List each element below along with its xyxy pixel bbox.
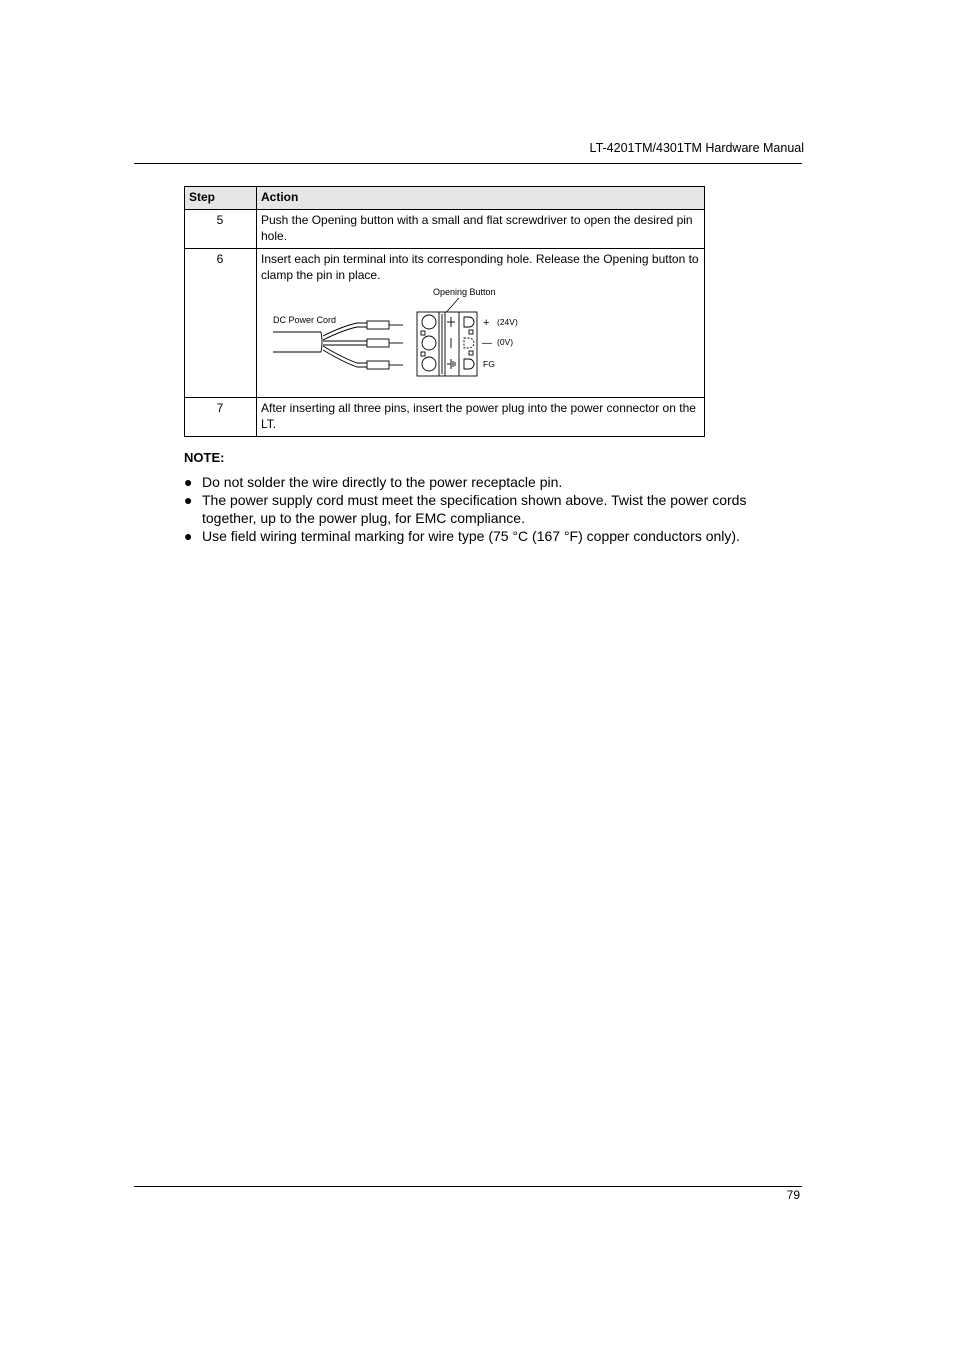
note-text: Do not solder the wire directly to the power receptacle pin. — [202, 474, 563, 490]
minus-sign: — — [482, 338, 492, 349]
step-action: After inserting all three pins, insert the power plug into the power connector on the LT. — [257, 398, 705, 437]
list-item — [184, 527, 784, 545]
note-list — [184, 473, 784, 545]
terminal-label-fg: FG — [483, 359, 495, 369]
table-row — [185, 398, 705, 437]
dc-power-cord-label: DC Power Cord — [273, 315, 337, 325]
bullet: ● — [184, 528, 193, 544]
step-number: 7 — [185, 398, 257, 437]
note-text: Use field wiring terminal marking for wire type (75 °C (167 °F) copper conductors only). — [202, 528, 740, 544]
table-row — [185, 210, 705, 249]
page-number: 79 — [786, 1188, 800, 1202]
footer-rule — [134, 1186, 802, 1187]
bullet: ● — [184, 474, 193, 490]
list-item — [184, 491, 784, 527]
power-plug-wiring-diagram — [261, 286, 521, 378]
dc-power-cord — [273, 323, 367, 367]
plus-sign: + — [483, 317, 490, 329]
terminal-label-24v: (24V) — [497, 317, 518, 327]
column-header-action: Action — [257, 187, 705, 210]
terminal-label-0v: (0V) — [497, 337, 514, 347]
list-item — [184, 473, 784, 491]
step-action-cell — [257, 249, 705, 398]
note-text: The power supply cord must meet the specification shown above. Twist the power cords together, up to the power plug, for EMC compliance. — [202, 492, 747, 526]
table-row — [185, 249, 705, 398]
column-header-step: Step — [185, 187, 257, 210]
note-title: NOTE: — [184, 450, 225, 465]
step-action: Insert each pin terminal into its corresponding hole. Release the Opening button to clamp the pin in place. — [261, 252, 699, 282]
pin-terminals — [367, 321, 403, 369]
bullet: ● — [184, 492, 193, 508]
table-header-row — [185, 187, 705, 210]
header-rule — [134, 163, 802, 164]
running-header: LT-4201TM/4301TM Hardware Manual — [589, 141, 804, 155]
procedure-table — [184, 186, 705, 437]
step-number: 6 — [185, 249, 257, 398]
opening-button-label: Opening Button — [433, 287, 496, 297]
step-action: Push the Opening button with a small and flat screwdriver to open the desired pin hole. — [257, 210, 705, 249]
step-number: 5 — [185, 210, 257, 249]
